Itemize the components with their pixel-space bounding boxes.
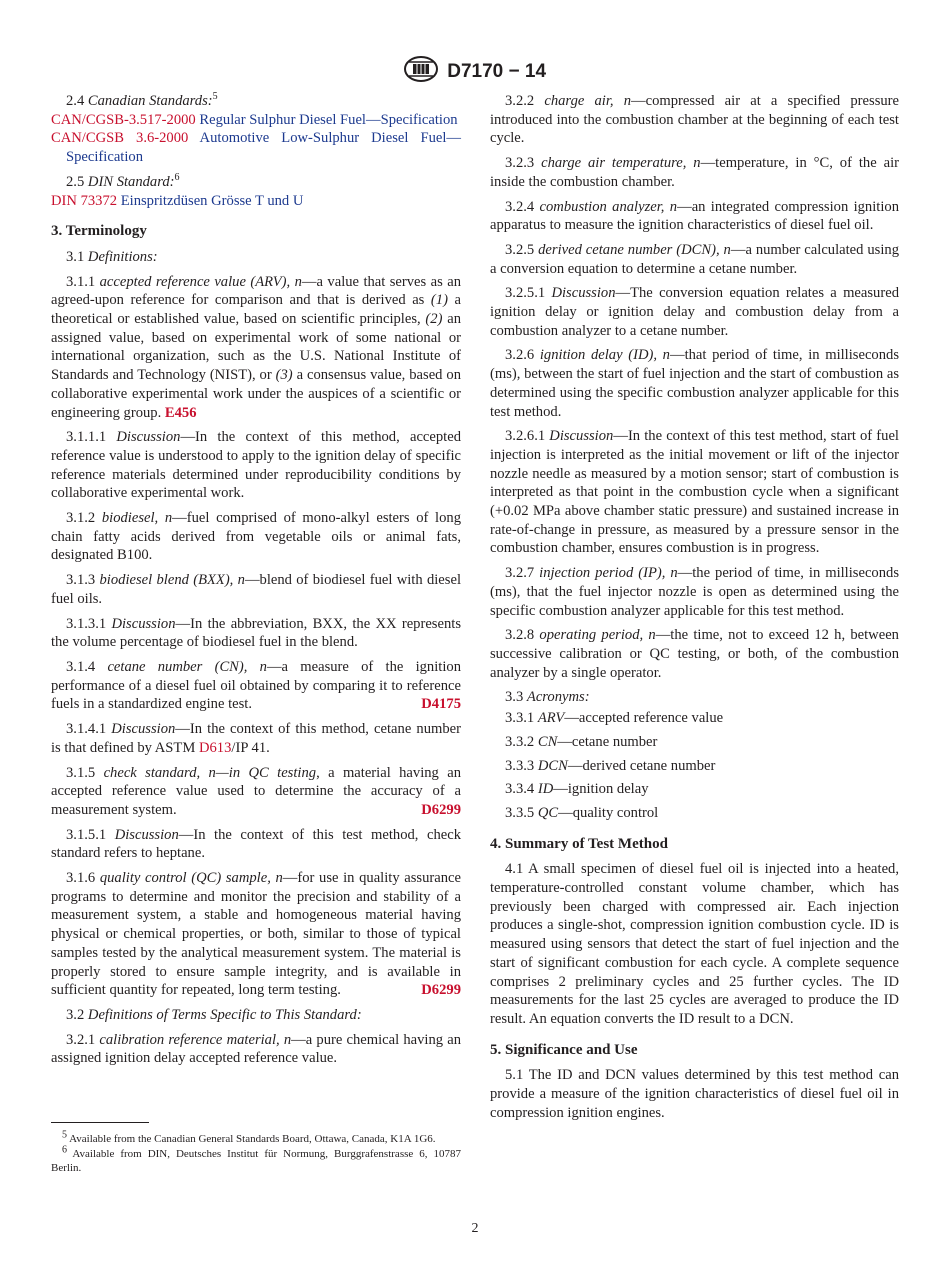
document-id: D7170 − 14 xyxy=(447,61,547,82)
section-2-5: 2.5 DIN Standard:$^6$ xyxy=(66,171,180,190)
discussion-3-2-5-1: 3.2.5.1 Discussion—The conversion equation relates a measured ignition delay or ignition delay and combustion delay from a combustion analyzer to a cetane number. xyxy=(490,285,899,339)
heading-summary-of-test-method: 4. Summary of Test Method xyxy=(490,835,668,852)
footnote-5: $^5$ Available from the Canadian General Standards Board, Ottawa, Canada, K1A 1G6. xyxy=(62,1129,436,1145)
ref-d4175[interactable]: D4175 xyxy=(421,696,461,713)
acronym-item: 3.3.4 ID—ignition delay xyxy=(505,781,649,798)
astm-logo-icon xyxy=(404,55,438,89)
definition-3-1-4: 3.1.4 cetane number (CN), n—a measure of the ignition performance of a diesel fuel oil obtained by comparing it to reference fuels in a standardized engine test. D4175 xyxy=(51,658,461,713)
right-column xyxy=(490,92,899,1128)
definition-3-2-6: 3.2.6 ignition delay (ID), n—that period of time, in milliseconds (ms), between the start of fuel injection and the start of combustion as determined using the specific combustion analyzer applicable for this test method. xyxy=(490,347,899,420)
acronym-item: 3.3.2 CN—cetane number xyxy=(505,733,658,750)
definition-3-1-2: 3.1.2 biodiesel, n—fuel comprised of mono-alkyl esters of long chain fatty acids derived from vegetable oils or animal fats, designated B100. xyxy=(51,510,461,564)
heading-terminology: 3. Terminology xyxy=(51,223,147,240)
definition-3-1-5: 3.1.5 check standard, n—in QC testing, a material having an accepted reference value used to determine the accuracy of a measurement system. D6299 xyxy=(51,764,461,818)
discussion-3-2-6-1: 3.2.6.1 Discussion—In the context of this test method, start of fuel injection is interpreted as the initial movement or lift of the injector nozzle needle as measured by a motion sensor; start of combustion is interpreted as that point in the combustion cycle when a significant (+0.02 MPa above chamber static pressure) and sustained increase in rate-of-change in pressure, as measured by a pressure sensor in the combustion chamber, ensures combustion is in progress. xyxy=(490,428,899,557)
standard-link-can-cgsb-3-6[interactable]: CAN/CGSB 3.6-2000 Automotive Low-Sulphur Diesel Fuel—Specification xyxy=(51,130,461,166)
discussion-3-1-5-1: 3.1.5.1 Discussion—In the context of this test method, check standard refers to heptane. xyxy=(51,826,462,862)
footnotes xyxy=(51,1129,461,1176)
discussion-3-1-4-1: 3.1.4.1 Discussion—In the context of this method, cetane number is that defined by ASTM D613/IP 41. xyxy=(51,721,461,756)
page-number: 2 xyxy=(471,1221,479,1236)
definition-3-2-8: 3.2.8 operating period, n—the time, not to exceed 12 h, between successive calibration or QC testing, or both, of the combustion analyzer by a single operator. xyxy=(490,627,899,681)
ref-d613[interactable]: D613 xyxy=(198,739,232,756)
definition-3-2-3: 3.2.3 charge air temperature, n—temperature, in °C, of the air inside the combustion chamber. xyxy=(490,155,899,190)
definition-3-2-2: 3.2.2 charge air, n—compressed air at a specified pressure introduced into the combustion chamber at the beginning of each test cycle. xyxy=(490,93,900,147)
footnote-divider xyxy=(51,1122,149,1123)
heading-significance-and-use: 5. Significance and Use xyxy=(490,1041,638,1058)
paragraph-5-1: 5.1 The ID and DCN values determined by this test method can provide a measure of the ignition characteristics of diesel fuel oil in compression ignition engines. xyxy=(490,1067,899,1121)
section-3-3: 3.3 Acronyms: xyxy=(505,689,590,706)
acronym-item: 3.3.1 ARV—accepted reference value xyxy=(505,710,724,727)
section-2-4: 2.4 Canadian Standards:$^5$ xyxy=(66,91,218,109)
ref-d6299-b[interactable]: D6299 xyxy=(421,982,461,999)
discussion-3-1-1-1: 3.1.1.1 Discussion—In the context of this method, accepted reference value is understood to apply to the ignition delay of specific reference materials determined under reproducibility conditions by collaborative experimental work. xyxy=(51,429,462,502)
definition-3-2-4: 3.2.4 combustion analyzer, n—an integrated compression ignition apparatus to measure the ignition characteristics of diesel fuel oil. xyxy=(490,198,899,234)
definition-3-2-5: 3.2.5 derived cetane number (DCN), n—a number calculated using a conversion equation to determine a cetane number. xyxy=(490,241,899,277)
left-column xyxy=(51,92,461,1074)
definition-3-1-1: 3.1.1 accepted reference value (ARV), n—a value that serves as an agreed-upon reference for comparison and that is derived as (1) a theoretical or established value, based on scientific principles, (2) an assigned value, based on experimental work of some national or international organization, such as the U.S. National Institute of Standards and Technology (NIST), or (3) a consensus value, based on collaborative experimental work under the auspices of a scientific or engineering group. E456 xyxy=(51,273,461,421)
definition-3-1-6: 3.1.6 quality control (QC) sample, n—for use in quality assurance programs to determine and monitor the precision and stability of a measurement system, a stable and homogeneous material having physical or chemical properties, or both, similar to those of typical samples tested by the analytical measurement system. The material is properly stored to ensure sample integrity, and is available in sufficient quantity for repeated, long term testing. D6299 xyxy=(51,870,461,999)
ref-e456[interactable]: E456 xyxy=(164,404,197,421)
paragraph-4-1: 4.1 A small specimen of diesel fuel oil is injected into a heated, temperature-controlled constant volume chamber, which has previously been charged with compressed air. Each injection produces a single-shot, compression ignition combustion cycle. ID is measured using sensors that detect the start of fuel injection and the start of significant combustion for each cycle. A complete sequence comprises 2 preliminary cycles and 25 further cycles. The ID measurements for the last 25 cycles are averaged to produce the ID result. An equation converts the ID result to a DCN. xyxy=(490,861,899,1027)
definition-3-1-3: 3.1.3 biodiesel blend (BXX), n—blend of biodiesel fuel with diesel fuel oils. xyxy=(51,572,461,607)
acronym-item: 3.3.5 QC—quality control xyxy=(505,804,659,821)
ref-d6299-a[interactable]: D6299 xyxy=(421,801,461,818)
definition-3-2-1: 3.2.1 calibration reference material, n—a pure chemical having an assigned ignition delay accepted reference value. xyxy=(51,1031,461,1067)
footnote-6: $^6$ Available from DIN, Deutsches Institut für Normung, Burggrafenstrasse 6, 10787 Berlin. xyxy=(51,1144,461,1174)
discussion-3-1-3-1: 3.1.3.1 Discussion—In the abbreviation, BXX, the XX represents the volume percentage of biodiesel fuel in the blend. xyxy=(51,615,461,651)
standard-link-can-cgsb-3-517[interactable]: CAN/CGSB-3.517-2000 Regular Sulphur Diesel Fuel—Specification xyxy=(51,111,458,128)
standard-link-din-73372[interactable]: DIN 73372 Einspritzdüsen Grösse T und U xyxy=(51,192,304,209)
section-3-1: 3.1 Definitions: xyxy=(66,248,158,265)
acronym-item: 3.3.3 DCN—derived cetane number xyxy=(505,757,716,774)
definition-3-2-7: 3.2.7 injection period (IP), n—the period of time, in milliseconds (ms), that the fuel injector nozzle is open as determined using the specific combustion analyzer applicable for this test method. xyxy=(490,565,899,619)
section-3-2: 3.2 Definitions of Terms Specific to This Standard: xyxy=(66,1006,362,1023)
page-header xyxy=(0,55,950,89)
